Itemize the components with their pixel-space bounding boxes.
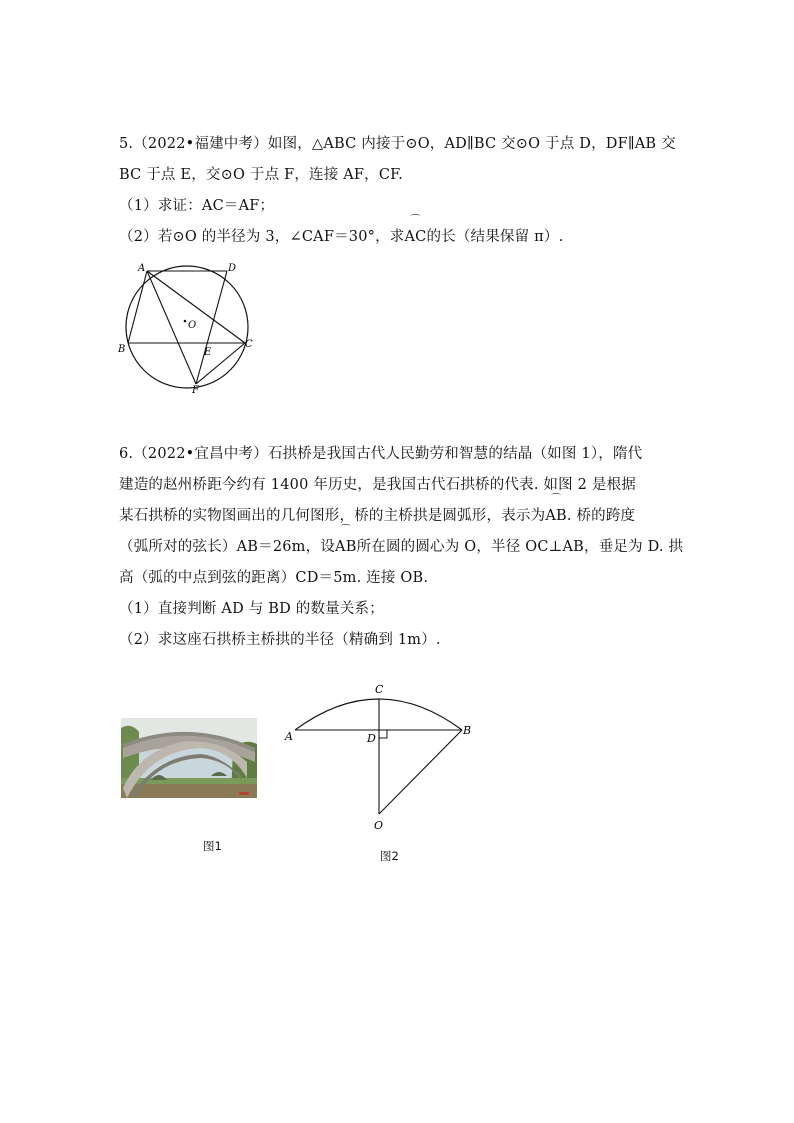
center-dot <box>184 320 187 323</box>
q6-part-2: （2）求这座石拱桥主桥拱的半径（精确到 1m）. <box>119 632 441 648</box>
q6-line-2: 建造的赵州桥距今约有 1400 年历史，是我国古代石拱桥的代表. 如图 2 是根据 <box>119 477 636 493</box>
q6-line-5: 高（弧的中点到弦的距离）CD＝5m. 连接 OB. <box>119 570 429 586</box>
label-o: O <box>188 320 197 331</box>
label-c: C <box>245 339 253 350</box>
right-angle-mark <box>379 730 387 738</box>
bridge-photo <box>121 718 257 798</box>
q5-line-2: BC 于点 E，交⊙O 于点 F，连接 AF，CF. <box>119 167 403 183</box>
label-b2: B <box>463 724 472 737</box>
q6-line-1: 6.（2022•宜昌中考）石拱桥是我国古代人民勤劳和智慧的结晶（如图 1），隋代 <box>119 446 643 462</box>
figure-2-caption: 图2 <box>380 849 399 863</box>
q6-line-3-text-b: . 桥的跨度 <box>566 508 636 524</box>
q5-line-1: 5.（2022•福建中考）如图，△ABC 内接于⊙O，AD∥BC 交⊙O 于点 D，DF∥AB 交 <box>119 136 676 152</box>
q6-arc-ab-2: ⌒ AB <box>335 537 357 557</box>
q5-circle-figure <box>110 256 270 400</box>
label-e: E <box>204 347 212 358</box>
label-a: A <box>138 263 146 274</box>
q6-line-3 <box>119 506 635 526</box>
q6-line-3-text-a: 某石拱桥的实物图画出的几何图形，桥的主桥拱是圆弧形，表示为 <box>119 508 546 524</box>
q6-line-4-text-b: 所在圆的圆心为 O，半径 OC⊥AB，垂足为 D. 拱 <box>356 539 684 555</box>
radius-ob <box>379 730 462 814</box>
q6-line-4 <box>119 537 683 557</box>
circle-o <box>126 266 248 388</box>
label-b: B <box>118 344 126 355</box>
q6-part-1: （1）直接判断 AD 与 BD 的数量关系； <box>119 601 384 617</box>
q5-arc-ac: ⌒ AC <box>404 227 426 247</box>
label-d: D <box>228 263 237 274</box>
q6-line-4-text-a: （弧所对的弦长）AB＝26m，设 <box>119 539 336 555</box>
q5-part-2-text-b: 的长（结果保留 π）. <box>426 229 564 245</box>
q5-part-1: （1）求证：AC＝AF； <box>119 198 275 214</box>
segment-ab <box>128 271 147 343</box>
q5-part-2 <box>119 227 563 247</box>
q6-arch-figure <box>282 680 477 840</box>
segment-ac <box>147 271 245 343</box>
label-a2: A <box>285 730 293 743</box>
label-f: F <box>192 385 199 396</box>
label-d2: D <box>367 732 376 745</box>
segment-df <box>196 271 227 384</box>
label-o2: O <box>374 819 384 832</box>
q6-arc-ab-1: ⌒ AB <box>545 506 567 526</box>
q5-part-2-text-a: （2）若⊙O 的半径为 3，∠CAF＝30°，求 <box>119 229 405 245</box>
label-c2: C <box>375 683 384 696</box>
figure-1-caption: 图1 <box>203 839 222 853</box>
